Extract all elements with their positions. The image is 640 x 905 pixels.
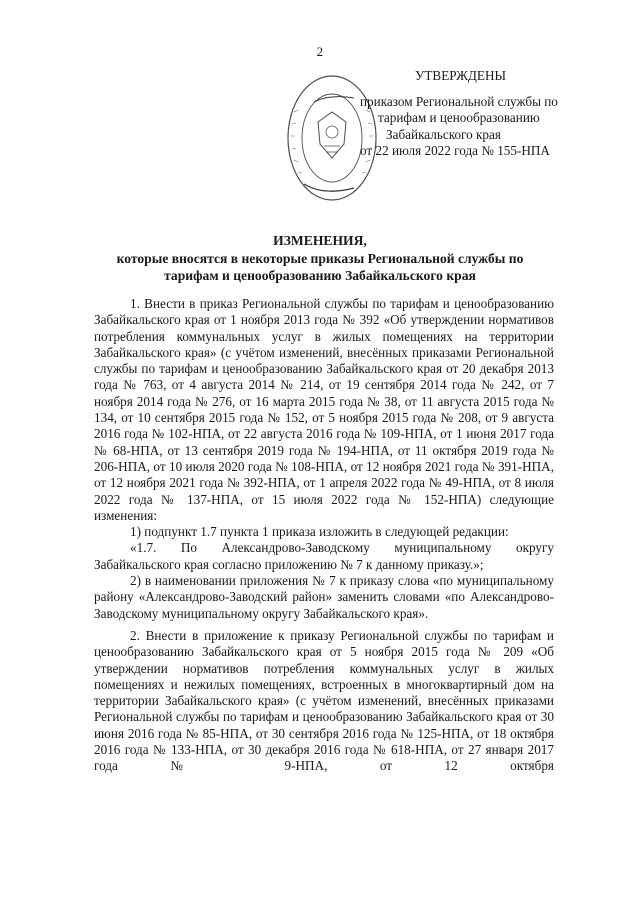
title-subtitle: которые вносятся в некоторые приказы Региональной службы по xyxy=(116,251,524,266)
paragraph: 2) в наименовании приложения № 7 к приказу слова «по муниципальному району «Александрово-Заводский район» заменить словами «по Александрово-Заводскому муниципальному округу Забайкальского края». xyxy=(94,573,554,621)
document-title xyxy=(90,232,550,284)
approval-line: приказом Региональной службы по xyxy=(360,93,558,109)
paragraph: 2. Внести в приложение к приказу Региональной службы по тарифам и ценообразованию Забайкальского края от 5 ноября 2015 года № 209 «Об утверждении нормативов потребления коммунальных услуг в жилых помещениях и нежилых помещениях, встроенных в многоквартирный дом на территории Забайкальского края» (с учётом изменений, внесённых приказами Региональной службы по тарифам и ценообразованию Забайкальского края от 30 июня 2016 года № 85-НПА, от 30 сентября 2016 года № 125-НПА, от 18 октября 2016 года № 133-НПА, от 30 декабря 2016 года № 618-НПА, от 27 января 2017 года № 9-НПА, от 12 октября xyxy=(94,627,554,774)
paragraph: 1) подпункт 1.7 пункта 1 приказа изложить в следующей редакции: xyxy=(130,524,509,540)
page-number: 2 xyxy=(316,44,324,59)
title-heading: ИЗМЕНЕНИЯ, xyxy=(273,233,367,248)
document-body xyxy=(94,296,554,775)
title-subtitle: тарифам и ценообразованию Забайкальского края xyxy=(164,268,476,283)
approval-heading: УТВЕРЖДЕНЫ xyxy=(415,68,507,83)
paragraph: «1.7. По Александрово-Заводскому муниципальному округу Забайкальского края согласно приложению № 7 к данному приказу.»; xyxy=(94,540,554,572)
paragraph: 1. Внести в приказ Региональной службы по тарифам и ценообразованию Забайкальского края от 1 ноября 2013 года № 392 «Об утверждении нормативов потребления коммунальных услуг в жилых помещениях на территории Забайкальского края» (с учётом изменений, внесённых приказами Региональной службы по тарифам и ценообразованию Забайкальского края от 20 декабря 2013 года № 763, от 4 августа 2014 № 214, от 19 сентября 2014 года № 242, от 7 ноября 2014 года № 276, от 16 марта 2015 года № 38, от 11 августа 2015 года № 134, от 10 сентября 2015 года № 152, от 5 ноября 2015 года № 208, от 9 августа 2016 года № 102-НПА, от 22 августа 2016 года № 109-НПА, от 1 июня 2017 года № 68-НПА, от 13 сентября 2019 года № 194-НПА, от 11 октября 2019 года № 206-НПА, от 10 июля 2020 года № 108-НПА, от 12 ноября 2021 года № 391-НПА, от 12 ноября 2021 года № 392-НПА, от 1 апреля 2022 года № 49-НПА, от 8 июля 2022 года № 137-НПА, от 15 июля 2022 года № 152-НПА) следующие изменения: xyxy=(94,296,554,523)
approval-line: от 22 июля 2022 года № 155-НПА xyxy=(360,143,550,159)
approval-stamp xyxy=(360,68,630,160)
approval-line: Забайкальского края xyxy=(386,126,501,142)
approval-line: тарифам и ценообразованию xyxy=(378,110,540,126)
